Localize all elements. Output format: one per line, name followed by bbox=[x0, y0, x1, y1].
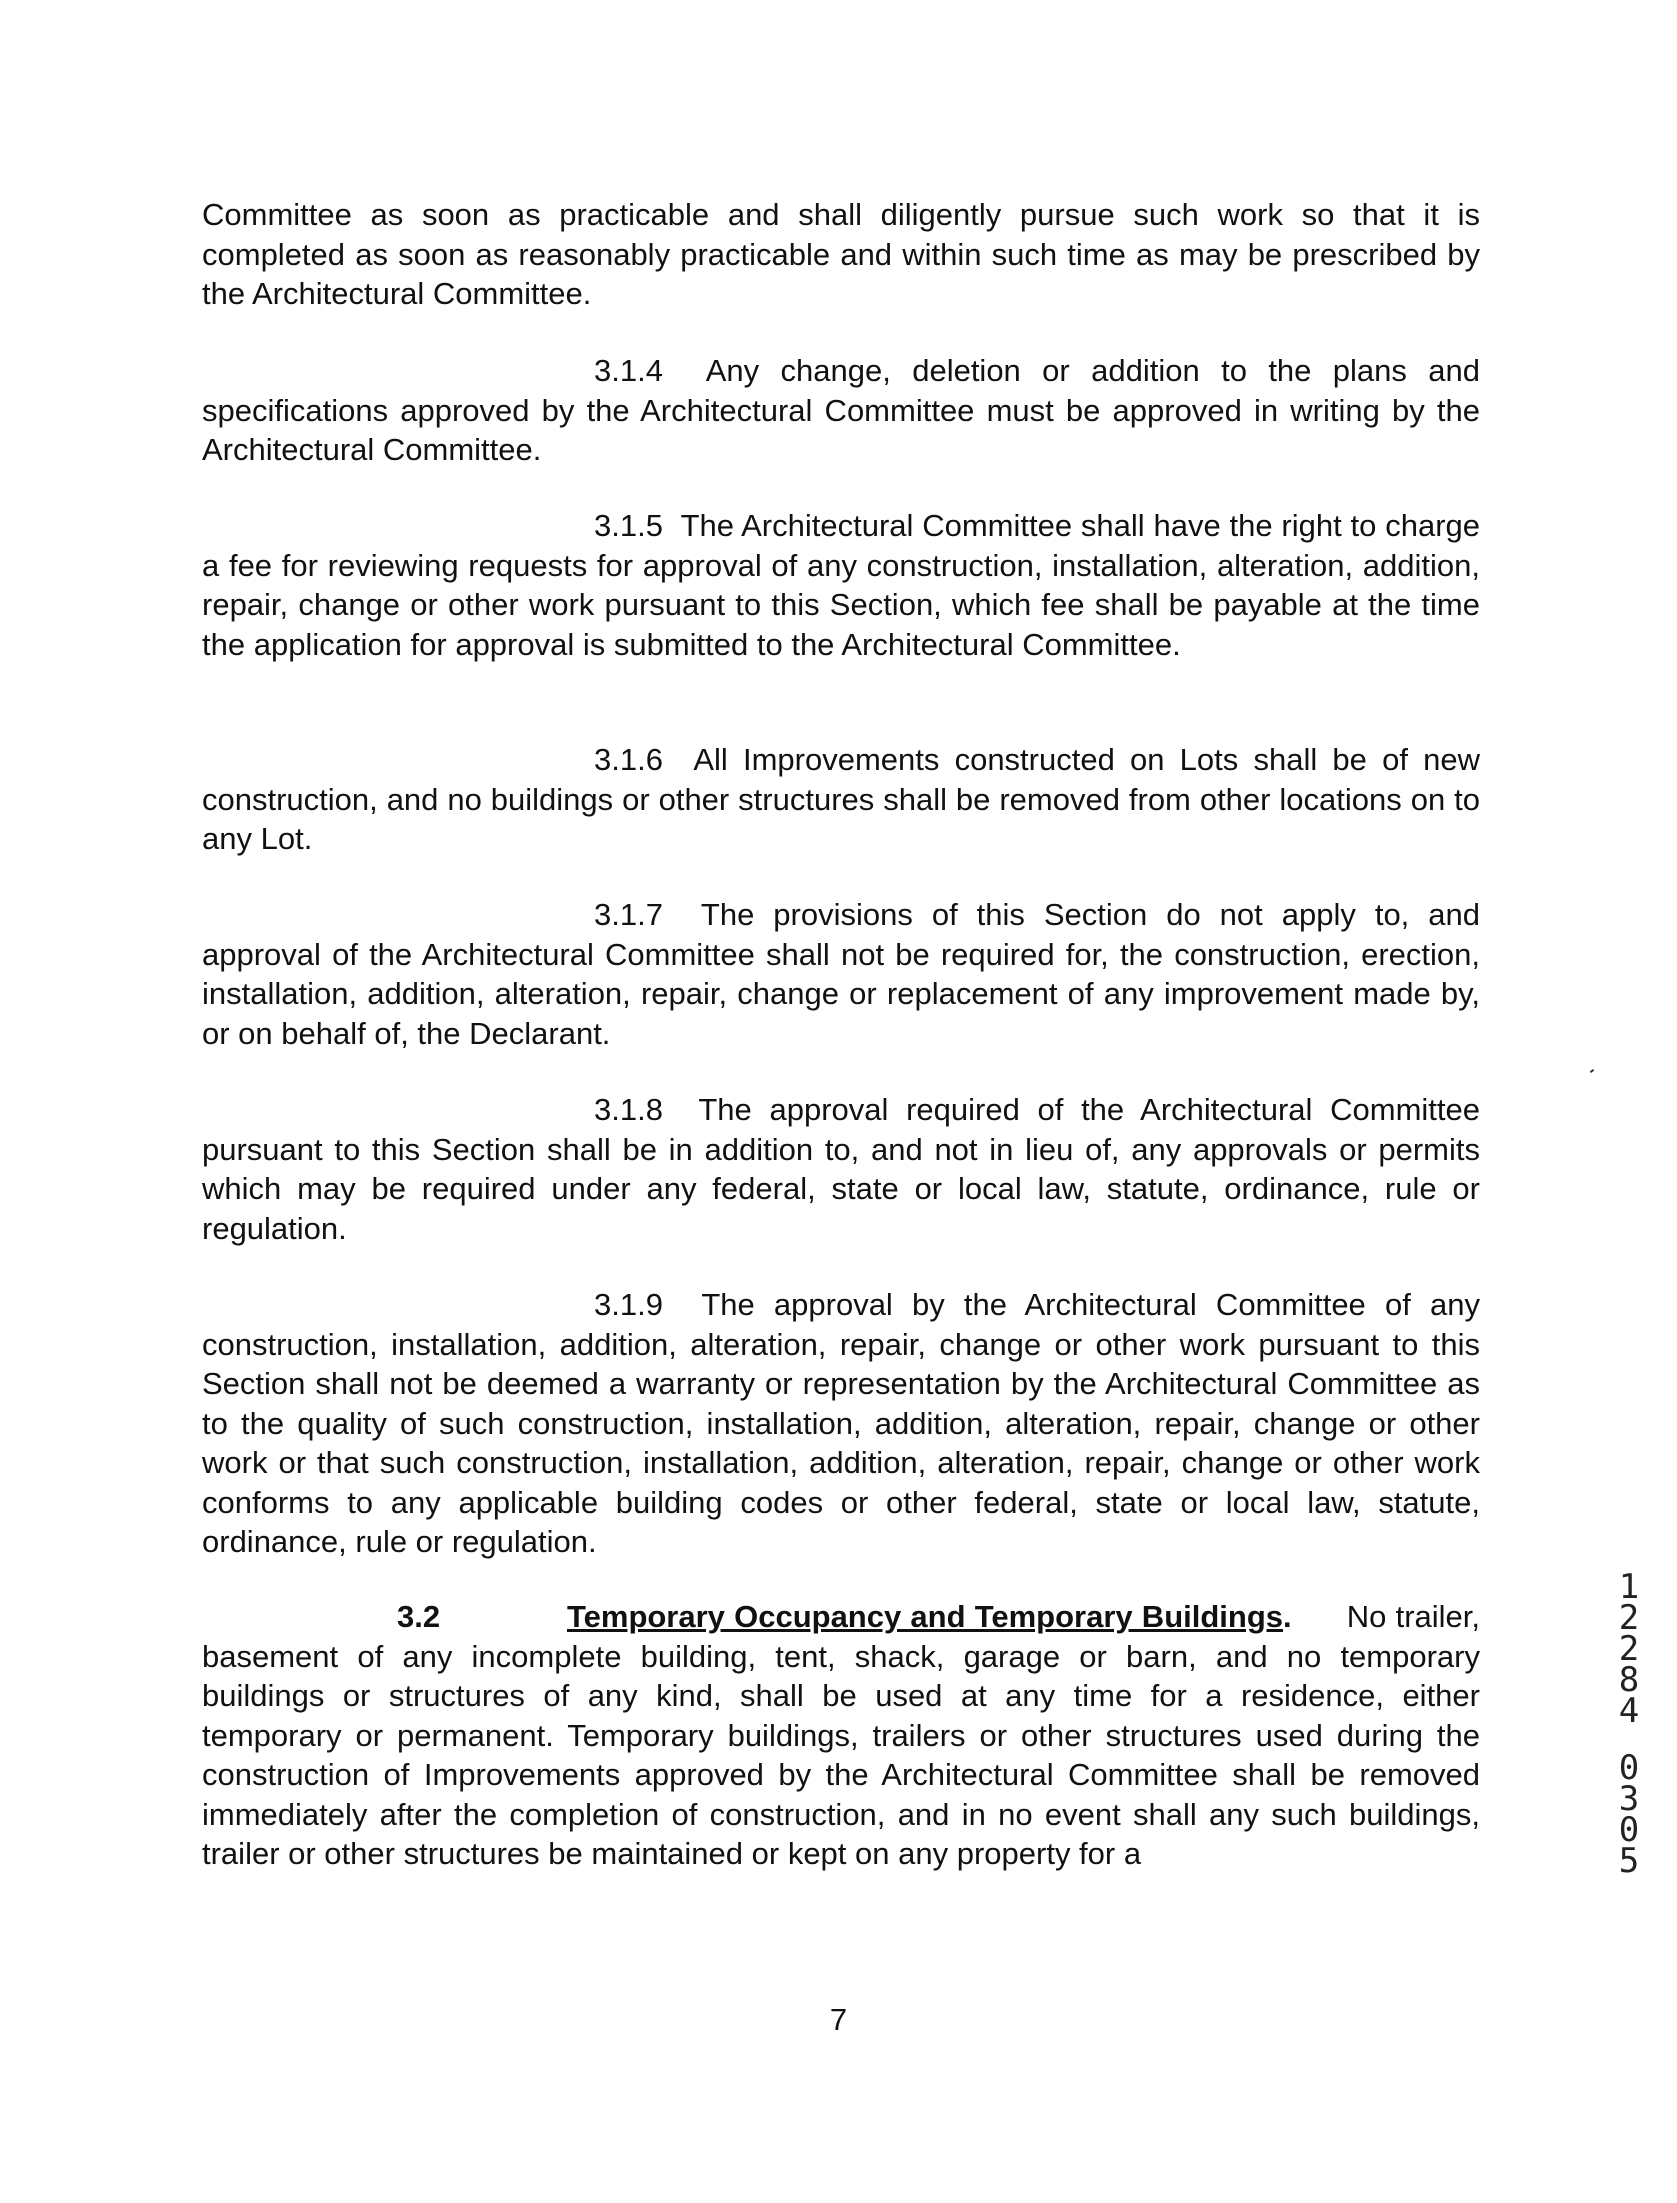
section-3-2 bbox=[202, 1597, 1480, 1874]
paragraph-number: 3.1.9 bbox=[594, 1287, 663, 1322]
paragraph-3-1-5 bbox=[202, 506, 1480, 664]
recording-stamp bbox=[1614, 1567, 1644, 1881]
recording-stamp-bottom: 0305 bbox=[1618, 1748, 1640, 1881]
page-number: 7 bbox=[829, 2002, 848, 2037]
paragraph-text: The provisions of this Section do not apply to, and approval of the Architectural Committee shall not be required for, the construction, erection, installation, addition, alteration, repair, change or replacement of any improvement made by, or on behalf of, the Declarant. bbox=[202, 897, 1480, 1051]
paragraph-text: The approval by the Architectural Committee of any construction, installation, addition, alteration, repair, change or other work pursuant to this Section shall not be deemed a warranty or representation by the Architectural Committee as to the quality of such construction, installation, addition, alteration, repair, change or other work or that such construction, installation, addition, alteration, repair, change or other work conforms to any applicable building codes or other federal, state or local law, statute, ordinance, rule or regulation. bbox=[202, 1287, 1480, 1559]
section-title-period: . bbox=[1283, 1599, 1292, 1634]
paragraph-3-1-6 bbox=[202, 740, 1480, 859]
paragraph-3-1-7 bbox=[202, 895, 1480, 1053]
paragraph-text: The Architectural Committee shall have the right to charge a fee for reviewing requests for approval of any construction, installation, alteration, addition, repair, change or other work pursuant to this Section, which fee shall be payable at the time the application for approval is submitted to the Architectural Committee. bbox=[202, 508, 1480, 662]
paragraph-3-1-9 bbox=[202, 1285, 1480, 1562]
paragraph-text: The approval required of the Architectural Committee pursuant to this Section shall be in addition to, and not in lieu of, any approvals or permits which may be required under any federal, state or local law, statute, ordinance, rule or regulation. bbox=[202, 1092, 1481, 1246]
paragraph-continuation: Committee as soon as practicable and shall diligently pursue such work so that it is completed as soon as reasonably practicable and within such time as may be prescribed by the Architectural Committee. bbox=[202, 197, 1480, 311]
scan-speck bbox=[1590, 1069, 1594, 1073]
paragraph-number: 3.1.7 bbox=[594, 897, 663, 932]
paragraph-number: 3.1.4 bbox=[594, 353, 663, 388]
paragraph-3-1-4 bbox=[202, 351, 1480, 470]
paragraph-number: 3.1.5 bbox=[594, 508, 663, 543]
paragraph-text: Any change, deletion or addition to the plans and specifications approved by the Architectural Committee must be approved in writing by the Architectural Committee. bbox=[202, 353, 1480, 467]
section-text: No trailer, basement of any incomplete building, tent, shack, garage or barn, and no temporary buildings or structures of any kind, shall be used at any time for a residence, either temporary or permanent. Temporary buildings, trailers or other structures used during the construction of Improvements approved by the Architectural Committee shall be removed immediately after the completion of construction, and in no event shall any such buildings, trailer or other structures be maintained or kept on any property for a bbox=[202, 1599, 1480, 1871]
recording-stamp-top: 12284 bbox=[1618, 1567, 1640, 1731]
paragraph-number: 3.1.6 bbox=[594, 742, 663, 777]
section-number: 3.2 bbox=[397, 1599, 441, 1634]
section-title: Temporary Occupancy and Temporary Buildings bbox=[567, 1599, 1284, 1634]
paragraph-3-1-8 bbox=[202, 1090, 1480, 1248]
paragraph-number: 3.1.8 bbox=[594, 1092, 663, 1127]
paragraph-text: All Improvements constructed on Lots shall be of new construction, and no buildings or other structures shall be removed from other locations on to any Lot. bbox=[202, 742, 1480, 856]
